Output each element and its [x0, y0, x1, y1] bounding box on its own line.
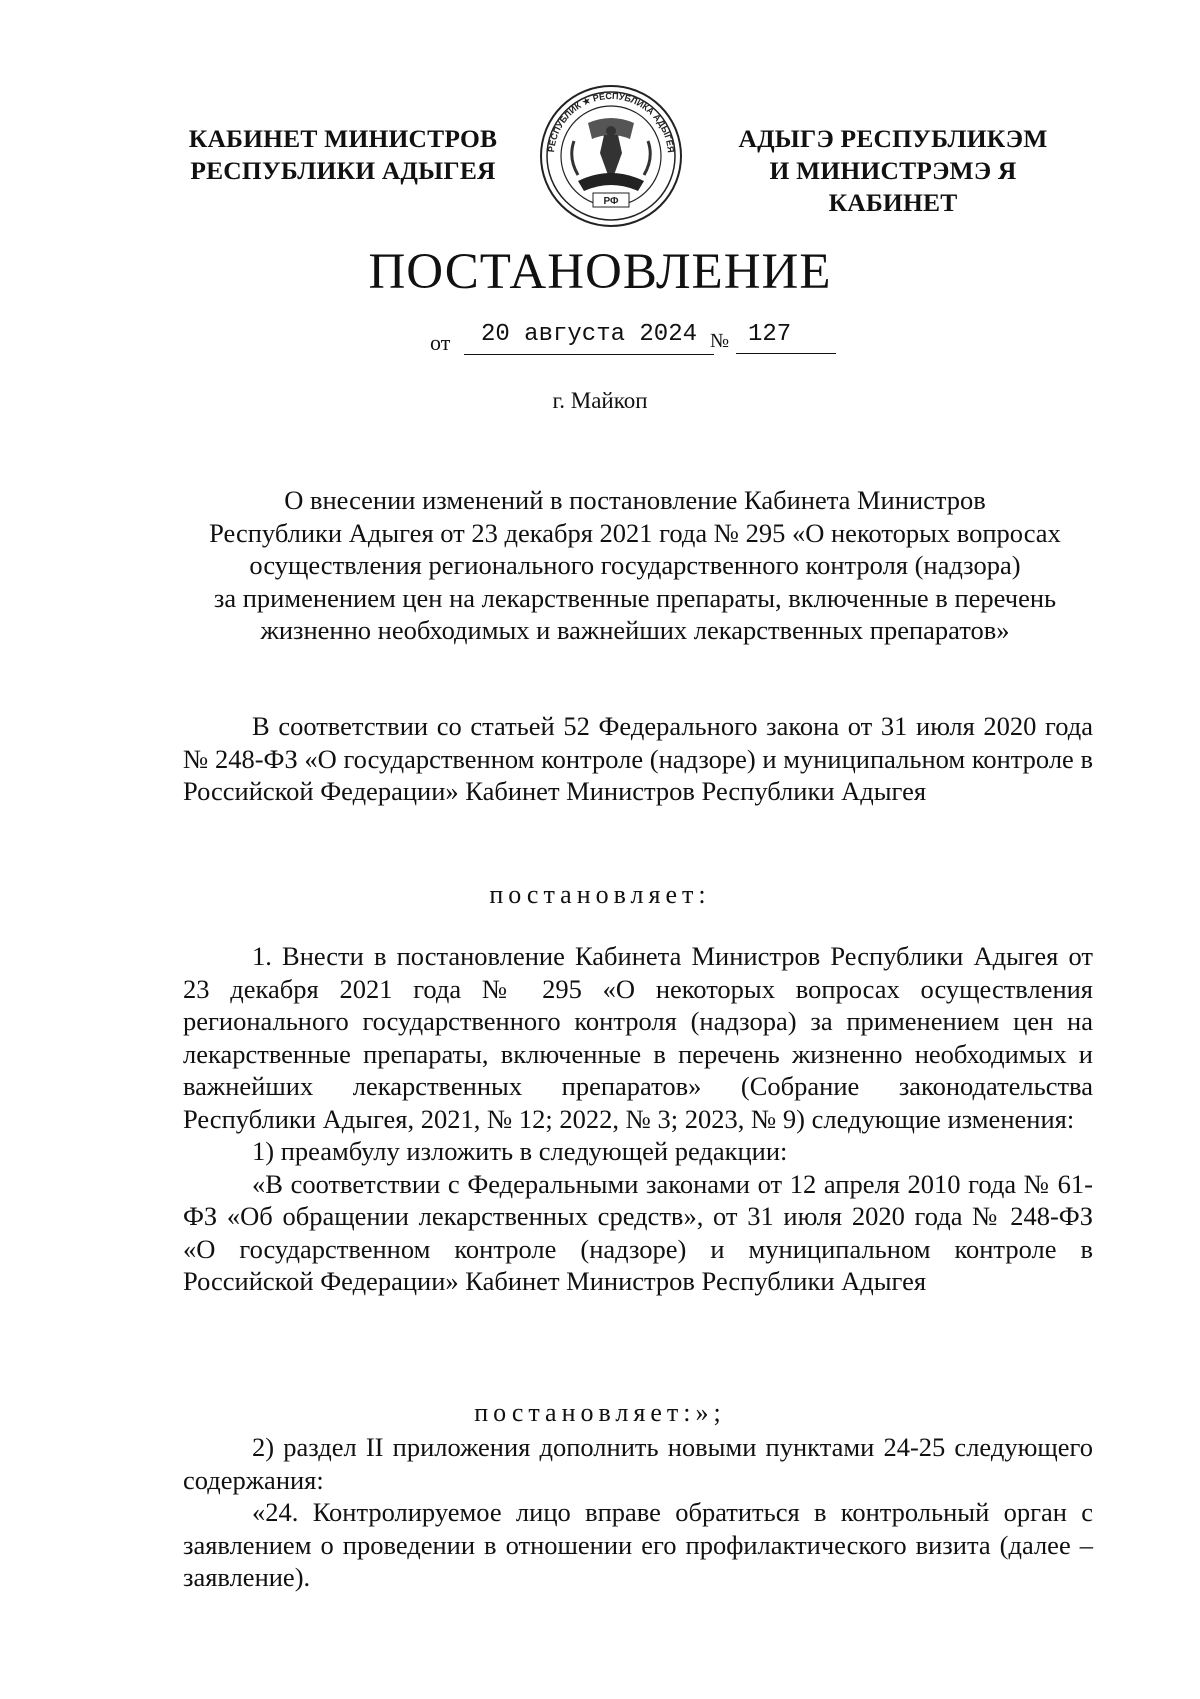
document-date: 20 августа 2024	[464, 320, 714, 355]
preamble-block	[183, 710, 1093, 808]
issuer-adyghe-line2: И МИНИСТРЭМЭ Я КАБИНЕТ	[769, 156, 1017, 217]
resolves-quoted-heading: постановляет:»;	[474, 1398, 726, 1427]
subitem-2: 2) раздел II приложения дополнить новыми пунктами 24-25 следующего содержания:	[183, 1432, 1093, 1495]
issuer-russian-line1: КАБИНЕТ МИНИСТРОВ	[188, 124, 498, 153]
coat-of-arms-seal	[538, 83, 684, 229]
date-prefix: от	[430, 330, 451, 355]
document-number: 127	[736, 320, 836, 354]
document-title: ПОСТАНОВЛЕНИЕ	[368, 244, 832, 300]
operative-part-continued	[183, 1431, 1093, 1594]
subject-line: Республики Адыгея от 23 декабря 2021 года № 295 «О некоторых вопросах	[209, 517, 1061, 548]
city: г. Майкоп	[552, 388, 648, 413]
quoted-item-24: «24. Контролируемое лицо вправе обратиться в контрольный орган с заявлением о проведении в отношении его профилактического визита (далее – заявление).	[183, 1497, 1093, 1592]
issuer-adyghe-line1: АДЫГЭ РЕСПУБЛИКЭМ	[738, 124, 1048, 153]
date-number-line	[430, 320, 830, 360]
subject-line: О внесении изменений в постановление Кабинета Министров	[284, 485, 986, 515]
preamble-text: В соответствии со статьей 52 Федерального закона от 31 июля 2020 года № 248-ФЗ «О государственном контроле (надзоре) и муниципальном контроле в Российской Федерации» Кабинет Министров Республики Адыгея	[183, 711, 1093, 806]
item-1: 1. Внести в постановление Кабинета Министров Республики Адыгея от 23 декабря 2021 года № 295 «О некоторых вопросах осуществления регионального государственного контроля (надзора) за применением цен на лекарственные препараты, включенные в перечень жизненно необходимых и важнейших лекарственных препаратов» (Собрание законодательства Республики Адыгея, 2021, № 12; 2022, № 3; 2023, № 9) следующие изменения:	[183, 941, 1093, 1134]
subject-heading	[170, 484, 1100, 647]
issuer-russian	[178, 123, 508, 187]
issuer-adyghe	[703, 123, 1083, 219]
quoted-preamble: «В соответствии с Федеральными законами от 12 апреля 2010 года № 61-ФЗ «Об обращении лекарственных средств», от 31 июля 2020 года № 248-ФЗ «О государственном контроле (надзоре) и муниципальном контроле в Российской Федерации» Кабинет Министров Республики Адыгея	[183, 1168, 1093, 1296]
subject-line: осуществления регионального государственного контроля (надзора)	[249, 550, 1021, 580]
svg-text:РЕСПУБЛИК ★ РЕСПУБЛИКА АДЫГЕЯ: РЕСПУБЛИК ★ РЕСПУБЛИКА АДЫГЕЯ	[546, 90, 676, 154]
resolves-heading: постановляет:	[489, 880, 711, 909]
operative-part	[183, 940, 1093, 1298]
subject-line: жизненно необходимых и важнейших лекарственных препаратов»	[260, 615, 1010, 645]
issuer-russian-line2: РЕСПУБЛИКИ АДЫГЕЯ	[190, 156, 496, 185]
subitem-1: 1) преамбулу изложить в следующей редакции:	[252, 1136, 788, 1166]
svg-text:РФ: РФ	[603, 196, 619, 207]
subject-line: за применением цен на лекарственные препараты, включенные в перечень	[213, 582, 1057, 613]
number-sign: №	[710, 330, 730, 352]
